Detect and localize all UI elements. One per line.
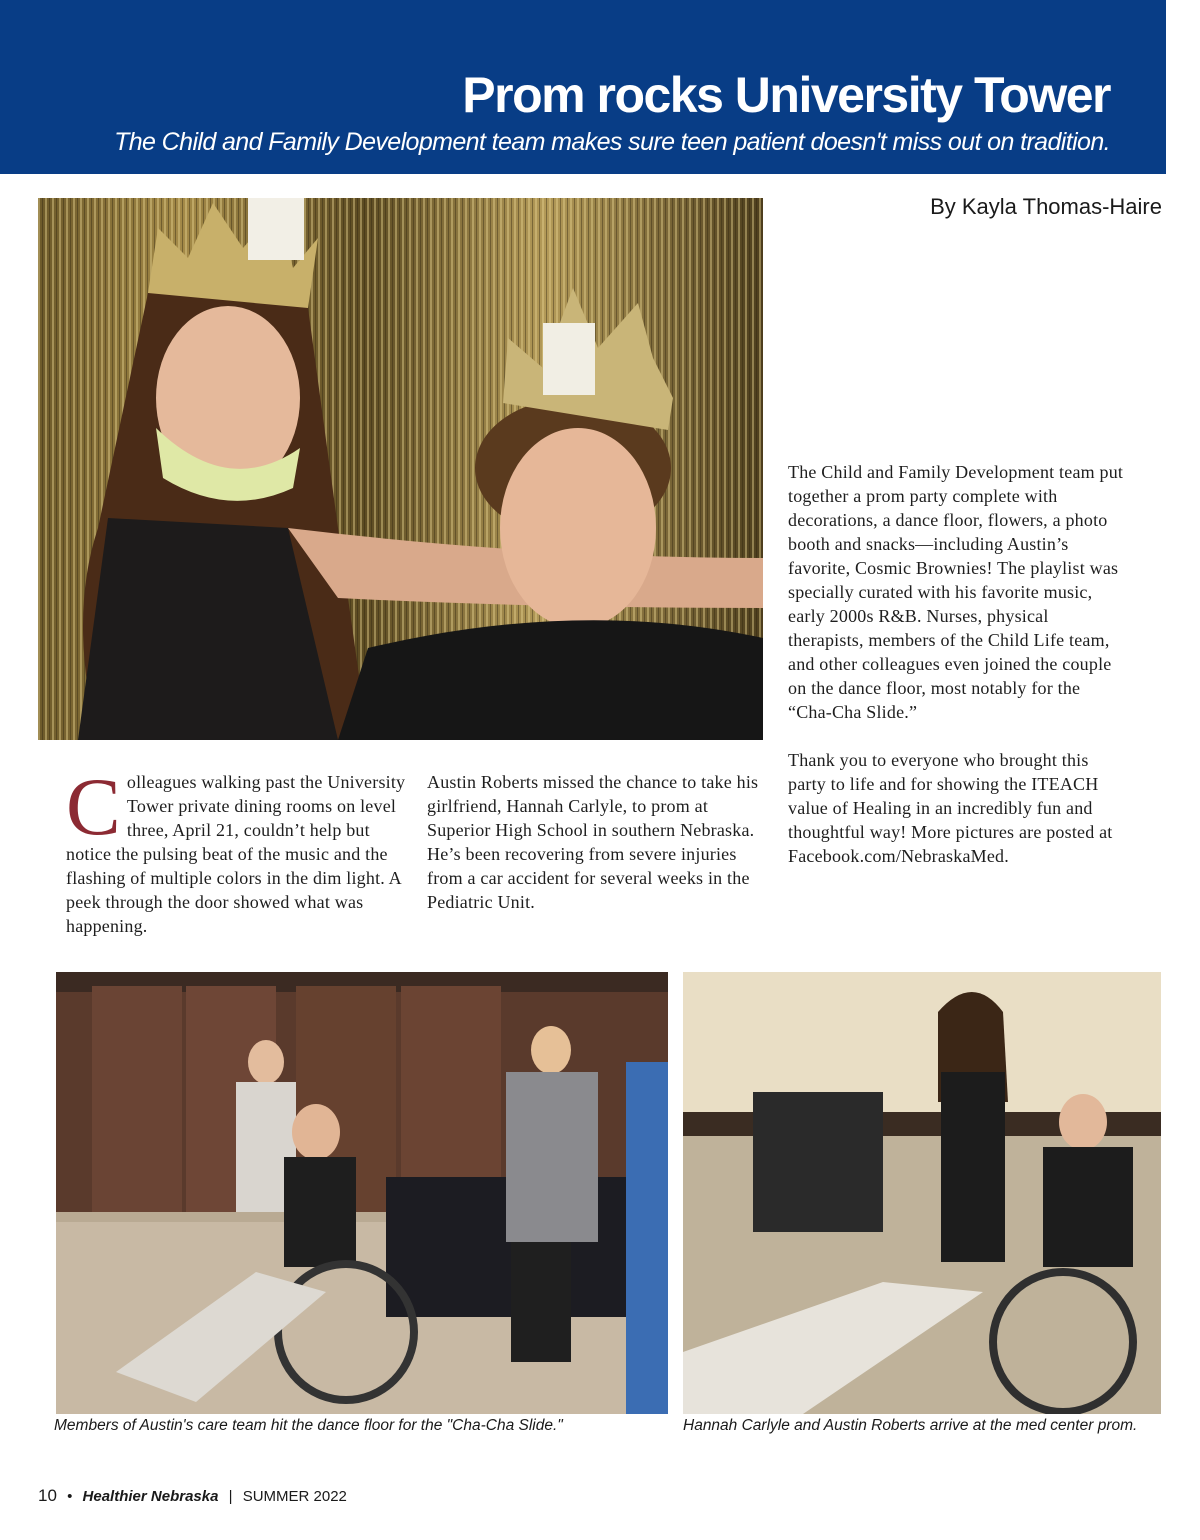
byline: By Kayla Thomas-Haire: [930, 194, 1162, 219]
article-col3-paragraph-2: Thank you to everyone who brought this party to life and for showing the ITEACH value of Healing in an incredibly fun and thoughtful way! More pictures are posted at Facebook.com/NebraskaMed.: [788, 750, 1113, 866]
footer-bullet: •: [67, 1488, 73, 1505]
article-col1-text: olleagues walking past the University Tower private dining rooms on level three, April 21, couldn’t help but notice the pulsing beat of the music and the flashing of multiple colors in the dim light. A peek through the door showed what was happening.: [66, 772, 406, 936]
article-column-1: [66, 761, 408, 938]
magazine-name: Healthier Nebraska: [82, 1488, 219, 1505]
caption-arrival: Hannah Carlyle and Austin Roberts arrive at the med center prom.: [683, 1417, 1138, 1434]
arrival-photo: [683, 972, 1161, 1414]
article-column-2: [427, 770, 761, 914]
page-title: Prom rocks University Tower: [462, 67, 1110, 123]
dance-floor-photo: [56, 972, 668, 1414]
article-col2-text: Austin Roberts missed the chance to take his girlfriend, Hannah Carlyle, to prom at Superior High School in southern Nebraska. He’s been recovering from severe injuries from a car accident for several weeks in the Pediatric Unit.: [427, 772, 759, 912]
caption-dance-floor: Members of Austin's care team hit the dance floor for the "Cha-Cha Slide.": [54, 1417, 563, 1434]
article-column-3: [788, 460, 1128, 892]
main-photo: [38, 198, 763, 740]
issue-label: SUMMER 2022: [242, 1488, 347, 1505]
page-subtitle: The Child and Family Development team makes sure teen patient doesn't miss out on tradition.: [114, 128, 1110, 156]
drop-cap: C: [66, 761, 121, 852]
article-col3-paragraph-1: The Child and Family Development team put together a prom party complete with decorations, a dance floor, flowers, a photo booth and snacks—including Austin’s favorite, Cosmic Brownies! The playlist was specially curated with his favorite music, early 2000s R&B. Nurses, physical therapists, members of the Child Life team, and other colleagues even joined the couple on the dance floor, most notably for the “Cha-Cha Slide.”: [788, 462, 1124, 722]
header-banner: [0, 0, 1166, 174]
page-footer: [38, 1486, 347, 1506]
page-number: 10: [38, 1486, 57, 1505]
footer-divider: |: [228, 1488, 233, 1505]
